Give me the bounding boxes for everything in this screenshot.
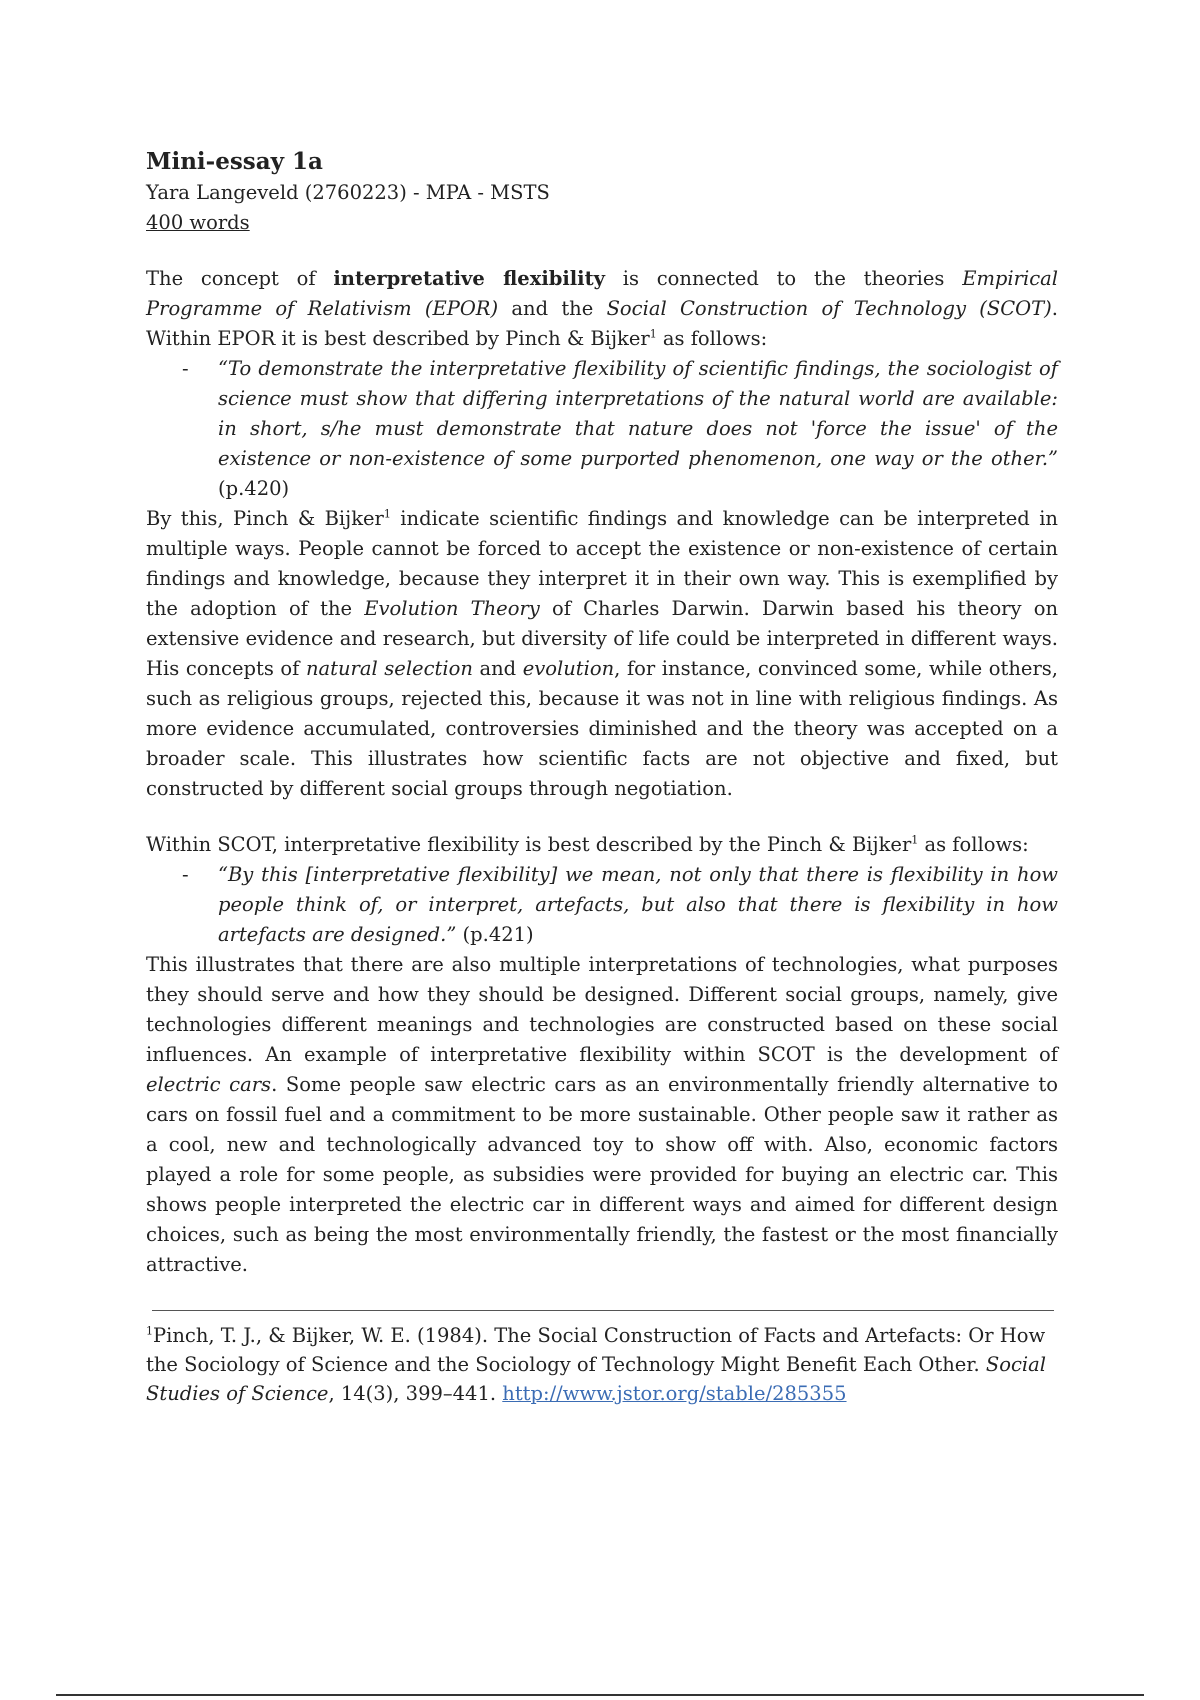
epor-explanation-paragraph [146, 504, 1058, 804]
essay-title: Mini-essay 1a [146, 148, 323, 175]
electric-cars-term: electric cars [146, 1073, 272, 1096]
scot-intro-paragraph [146, 830, 1058, 860]
footnote-ref: 1 [383, 507, 391, 521]
quote-text: “By this [interpretative flexibility] we mean, not only that there is flexibility in how people think of, or interpret, artefacts, but also that there is flexibility in how artefacts are designed.” [218, 863, 1058, 946]
word-count: 400 words [146, 211, 250, 234]
quote-text: “To demonstrate the interpretative flexibility of scientific findings, the sociologist of science must show that differing interpretations of the natural world are available: in short, s/he must demonstrate that nature does not 'force the issue' of the existence or non-existence of some purported phenomenon, one way or the other.” [218, 357, 1058, 470]
natural-selection-term: natural selection [305, 657, 473, 680]
footnote-divider [152, 1310, 1054, 1311]
scot-term: Social Construction of Technology (SCOT) [606, 297, 1052, 320]
text-run: is connected to the theories [604, 267, 963, 290]
text-run: Within SCOT, interpretative flexibility is best described by the Pinch & Bijker [146, 833, 912, 856]
journal-name: Social Studies of Science [146, 1353, 1046, 1405]
list-dash: - [182, 357, 189, 380]
list-dash: - [182, 863, 189, 886]
text-run: and the [498, 297, 607, 320]
quote-scot [146, 860, 1058, 950]
text-run: This illustrates that there are also multiple interpretations of technologies, what purposes they should serve and how they should be designed. Different social groups, namely, give technologies different meanings and technologies are constructed based on these social influences. An example of interpretative flexibility within SCOT is the development of [146, 953, 1058, 1066]
document-page [146, 146, 1058, 1408]
footnote-marker: 1 [146, 1324, 153, 1338]
quote-citation: (p.420) [218, 477, 290, 500]
footnote-ref: 1 [649, 327, 657, 341]
text-run: and [472, 657, 523, 680]
evolution-theory-term: Evolution Theory [364, 597, 540, 620]
text-run: , for instance, convinced some, while others, such as religious groups, rejected this, because it was not in line with religious findings. As more evidence accumulated, controversies diminished and the theory was accepted on a broader scale. This illustrates how scientific facts are not objective and fixed, but constructed by different social groups through negotiation. [146, 657, 1058, 800]
evolution-term: evolution [522, 657, 615, 680]
quote-citation: (p.421) [456, 923, 534, 946]
word-count-line [146, 208, 1058, 238]
text-run: By this, Pinch & Bijker [146, 507, 384, 530]
footnote [146, 1321, 1058, 1408]
text-run: of Charles Darwin. Darwin based his theory on extensive evidence and research, but diversity of life could be interpreted in different ways. His concepts of [146, 597, 1059, 680]
author-line: Yara Langeveld (2760223) - MPA - MSTS [146, 181, 550, 204]
jstor-link[interactable]: http://www.jstor.org/stable/285355 [502, 1382, 847, 1405]
text-run: as follows: [656, 327, 768, 350]
spacer [146, 804, 1058, 830]
text-run: . Within EPOR it is best described by Pinch & Bijker [146, 297, 1058, 350]
text-run: Pinch, T. J., & Bijker, W. E. (1984). The Social Construction of Facts and Artefacts: Or How the Sociology of Science and the Sociology of Technology Might Benefit Each Other. [146, 1324, 1046, 1376]
text-run: . Some people saw electric cars as an environmentally friendly alternative to cars on fossil fuel and a commitment to be more sustainable. Other people saw it rather as a cool, new and technologically advanced toy to show off with. Also, economic factors played a role for some people, as subsidies were provided for buying an electric car. This shows people interpreted the electric car in different ways and aimed for different design choices, such as being the most environmentally friendly, the fastest or the most financially attractive. [146, 1073, 1058, 1276]
key-term: interpretative flexibility [333, 267, 605, 290]
epor-term: Empirical Programme of Relativism (EPOR) [146, 267, 1058, 320]
quote-epor [146, 354, 1058, 504]
scot-explanation-paragraph [146, 950, 1058, 1280]
text-run: indicate scientific findings and knowledge can be interpreted in multiple ways. People cannot be forced to accept the existence or non-existence of certain findings and knowledge, because they interpret it in their own way. This is exemplified by the adoption of the [146, 507, 1058, 620]
text-run: The concept of [146, 267, 334, 290]
page-bottom-divider [56, 1694, 1144, 1696]
spacer [146, 238, 1058, 264]
text-run: as follows: [918, 833, 1029, 856]
footnote-ref: 1 [911, 833, 919, 847]
text-run: , 14(3), 399–441. [328, 1382, 503, 1405]
intro-paragraph [146, 264, 1058, 354]
